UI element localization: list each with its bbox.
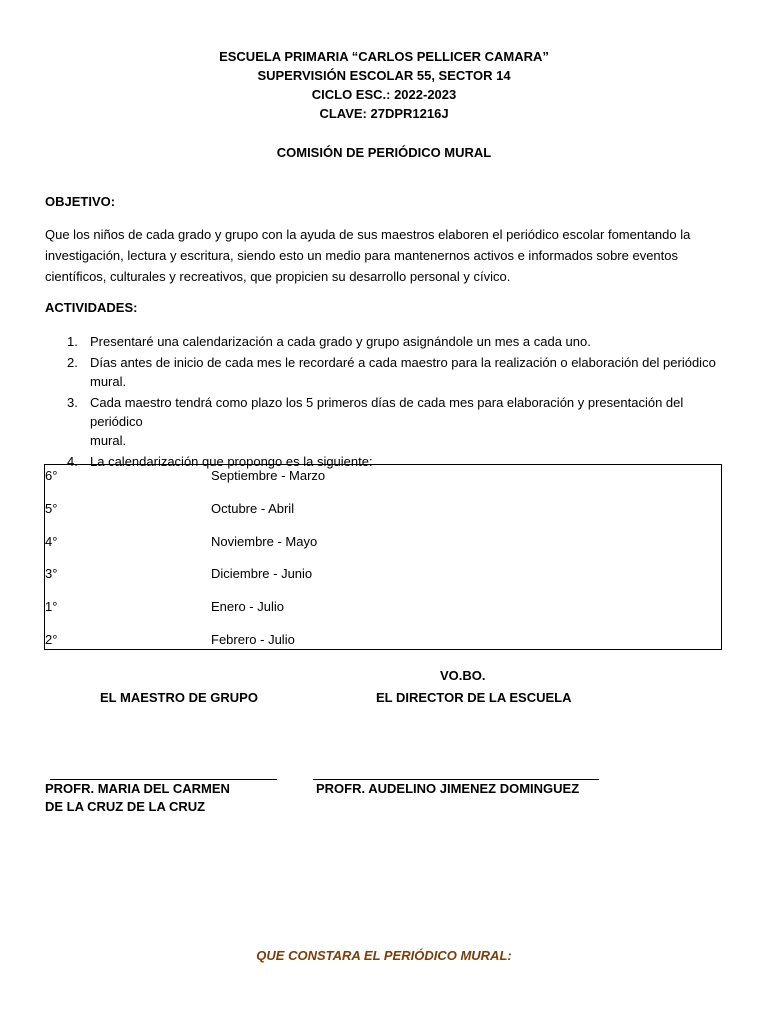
activities-list <box>45 332 725 473</box>
school-cycle: CICLO ESC.: 2022-2023 <box>311 87 457 102</box>
months-cell: Octubre - Abril <box>211 501 295 516</box>
teacher-role: EL MAESTRO DE GRUPO <box>100 690 258 705</box>
grade-cell: 2° <box>45 632 58 647</box>
months-cell: Noviembre - Mayo <box>211 534 318 549</box>
teacher-name-line: DE LA CRUZ DE LA CRUZ <box>45 799 206 814</box>
director-role: EL DIRECTOR DE LA ESCUELA <box>376 690 572 705</box>
months-cell: Diciembre - Junio <box>211 566 313 581</box>
months-cell: Enero - Julio <box>211 599 284 614</box>
teacher-name-line: PROFR. MARIA DEL CARMEN <box>45 781 230 796</box>
list-item-text: mural. <box>90 374 127 389</box>
table-row <box>45 499 721 519</box>
document-title: COMISIÓN DE PERIÓDICO MURAL <box>276 145 492 160</box>
school-key: CLAVE: 27DPR1216J <box>319 106 449 121</box>
list-item <box>45 393 725 450</box>
months-cell: Septiembre - Marzo <box>211 468 326 483</box>
grade-cell: 6° <box>45 468 58 483</box>
director-name: PROFR. AUDELINO JIMENEZ DOMINGUEZ <box>316 781 580 796</box>
teacher-name-block <box>45 780 230 816</box>
activities-heading: ACTIVIDADES: <box>45 300 138 315</box>
grade-cell: 3° <box>45 566 58 581</box>
objective-line: Que los niños de cada grado y grupo con la ayuda de sus maestros elaboren el periódico escolar fomentando la <box>45 227 691 242</box>
list-number: 2. <box>67 355 78 370</box>
supervision-line: SUPERVISIÓN ESCOLAR 55, SECTOR 14 <box>257 68 511 83</box>
list-item <box>45 332 725 351</box>
months-cell: Febrero - Julio <box>211 632 295 647</box>
grade-cell: 1° <box>45 599 58 614</box>
list-number: 4. <box>67 454 78 469</box>
list-number: 1. <box>67 334 78 349</box>
footer-question: QUE CONSTARA EL PERIÓDICO MURAL: <box>256 948 512 963</box>
list-item <box>45 353 725 391</box>
school-name: ESCUELA PRIMARIA “CARLOS PELLICER CAMARA” <box>219 49 549 64</box>
objective-line: científicos, culturales y recreativos, que propicien su desarrollo personal y cívico. <box>45 269 511 284</box>
list-item-text: La calendarización que propongo es la siguiente: <box>90 454 373 469</box>
list-item-text: Presentaré una calendarización a cada grado y grupo asignándole un mes a cada uno. <box>90 334 591 349</box>
table-row <box>45 466 721 486</box>
table-row <box>45 597 721 617</box>
table-row <box>45 532 721 552</box>
table-row <box>45 564 721 584</box>
vobo-label: VO.BO. <box>440 668 486 683</box>
list-item-text: Cada maestro tendrá como plazo los 5 primeros días de cada mes para elaboración y presentación del periódico <box>90 395 684 429</box>
list-item-text: mural. <box>90 433 127 448</box>
objective-line: investigación, lectura y escritura, siendo esto un medio para mantenernos activos e informados sobre eventos <box>45 248 679 263</box>
schedule-table <box>44 464 722 650</box>
grade-cell: 4° <box>45 534 58 549</box>
list-item-text: Días antes de inicio de cada mes le recordaré a cada maestro para la realización o elaboración del periódico <box>90 355 716 370</box>
objective-paragraph <box>45 224 735 287</box>
grade-cell: 5° <box>45 501 58 516</box>
objective-heading: OBJETIVO: <box>45 194 116 209</box>
table-row <box>45 630 721 650</box>
list-number: 3. <box>67 395 78 410</box>
